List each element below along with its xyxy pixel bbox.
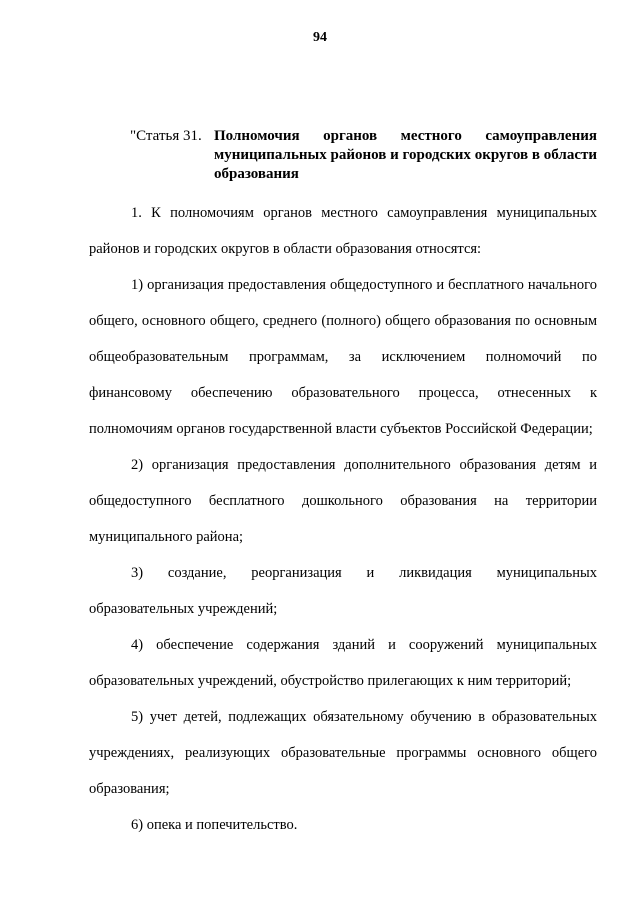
article-label: "Статья 31.: [130, 128, 202, 144]
article-heading: [130, 127, 597, 184]
paragraph-item-5: 5) учет детей, подлежащих обязательному обучению в образовательных учреждениях, реализующих образовательные программы основного общего образования;: [89, 709, 597, 797]
article-body: [89, 195, 597, 843]
paragraph-item-1: 1) организация предоставления общедоступного и бесплатного начального общего, основного общего, среднего (полного) общего образования по основным общеобразовательным программам, за исключением полномочий по финансовому обеспечению образовательного процесса, отнесенных к полномочиям органов государственной власти субъектов Российской Федерации;: [89, 277, 597, 437]
paragraph-item-2: 2) организация предоставления дополнительного образования детям и общедоступного бесплатного дошкольного образования на территории муниципального района;: [89, 457, 597, 545]
paragraph-item-3: 3) создание, реорганизация и ликвидация муниципальных образовательных учреждений;: [89, 565, 597, 617]
paragraph-1: 1. К полномочиям органов местного самоуправления муниципальных районов и городских округов в области образования относятся:: [89, 205, 597, 257]
page-number: 94: [313, 30, 327, 45]
article-title: Полномочия органов местного самоуправления муниципальных районов и городских округов в области образования: [214, 128, 597, 182]
paragraph-item-4: 4) обеспечение содержания зданий и сооружений муниципальных образовательных учреждений, обустройство прилегающих к ним территорий;: [89, 637, 597, 689]
paragraph-item-6: 6) опека и попечительство.: [131, 817, 298, 833]
